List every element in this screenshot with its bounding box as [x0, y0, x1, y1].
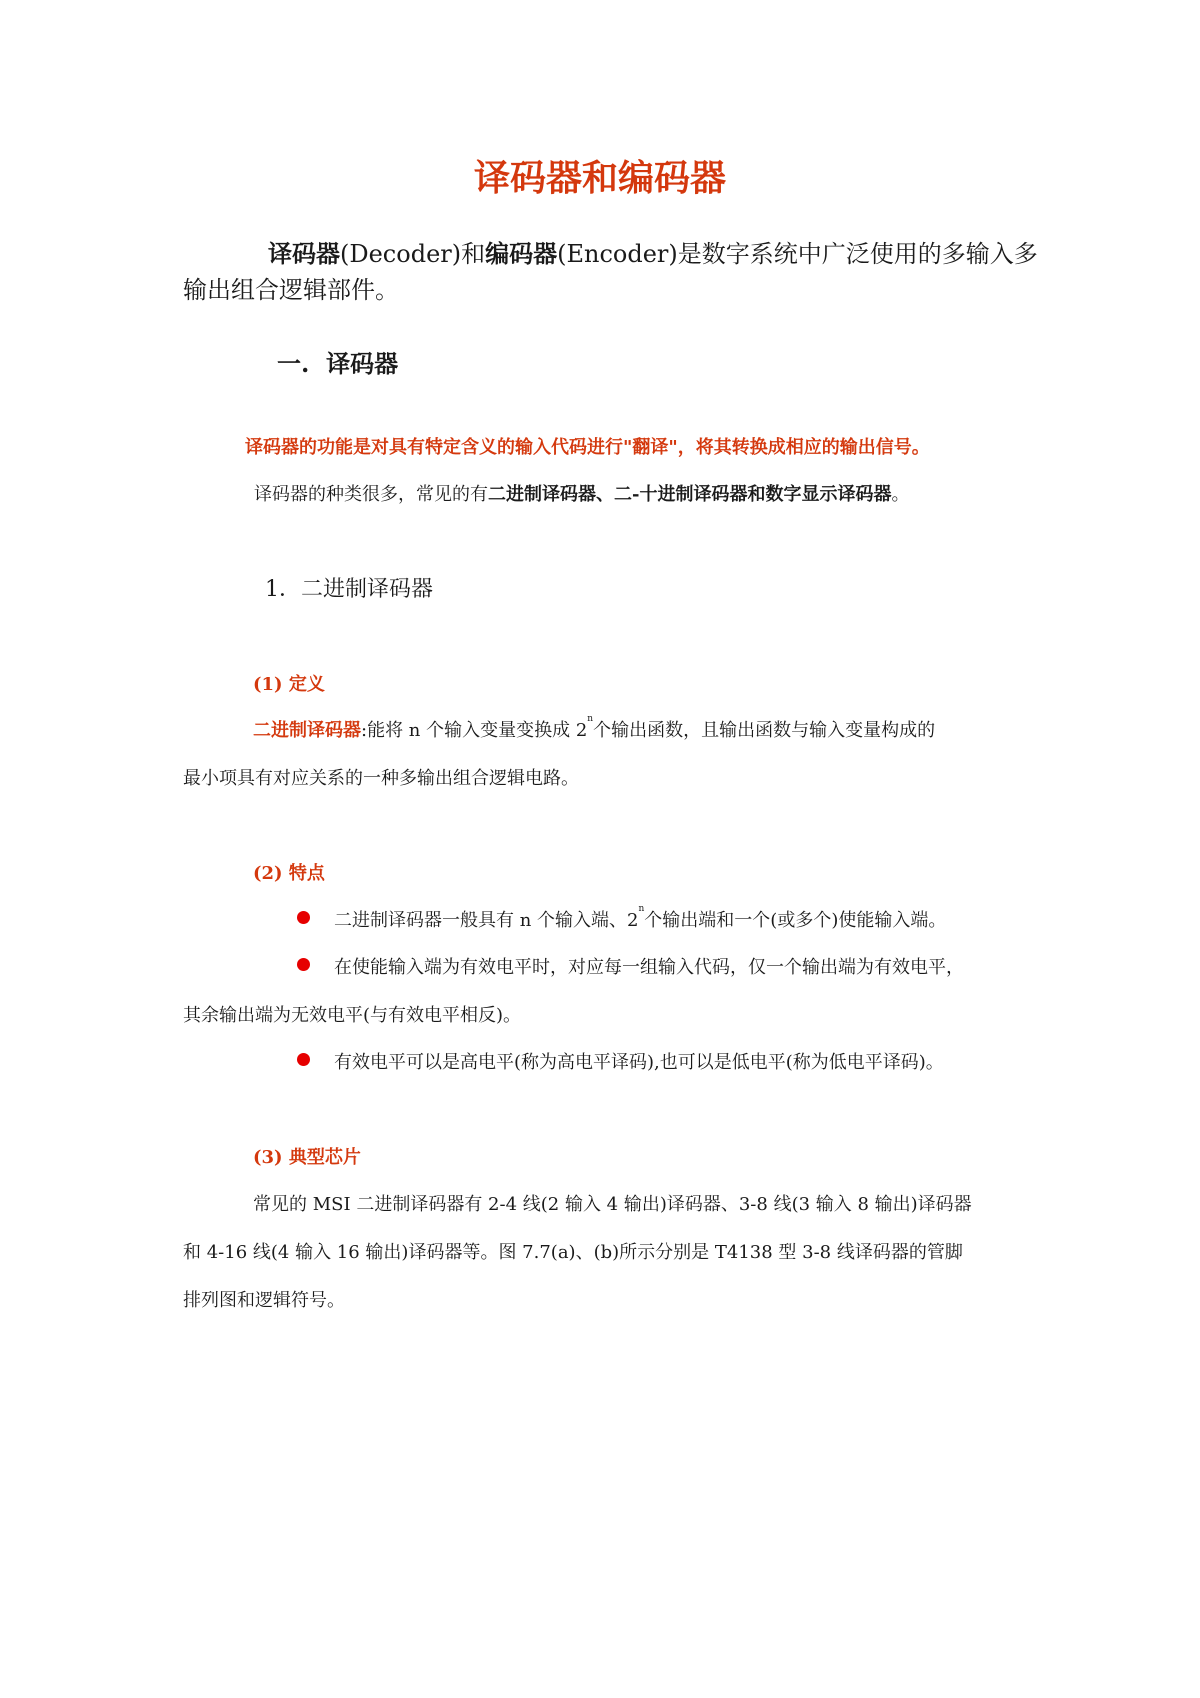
definition-line-2: 最小项具有对应关系的一种多输出组合逻辑电路。 — [183, 768, 579, 789]
section-heading-text: 译码器 — [326, 349, 399, 378]
intro-term-encoder: 编码器 — [485, 239, 558, 268]
intro-term-decoder-en: (Decoder) — [340, 240, 462, 268]
types-prefix: 译码器的种类很多，常见的有 — [254, 484, 488, 505]
features-heading: (2) 特点 — [253, 863, 325, 884]
subsection-heading: 1．二进制译码器 — [265, 577, 433, 602]
definition-superscript: n — [587, 714, 594, 724]
feature-1-part-1: 二进制译码器一般具有 n 个输入端、2 — [334, 910, 639, 931]
definition-part-1: :能将 n 个输入变量变换成 2 — [361, 720, 588, 741]
section-heading-number: 一. — [277, 349, 310, 378]
intro-and: 和 — [461, 240, 486, 268]
bullet-icon — [297, 911, 310, 924]
feature-2-line-1: 在使能输入端为有效电平时，对应每一组输入代码，仅一个输出端为有效电平， — [334, 957, 964, 978]
definition-heading: (1) 定义 — [253, 674, 325, 695]
feature-3: 有效电平可以是高电平(称为高电平译码),也可以是低电平(称为低电平译码)。 — [334, 1052, 944, 1073]
definition-line-1 — [253, 716, 935, 742]
feature-1 — [334, 906, 946, 932]
feature-1-superscript: n — [638, 904, 645, 914]
intro-rest: 是数字系统中广泛使用的多输入多 — [677, 240, 1038, 268]
types-sentence — [254, 480, 909, 506]
page-title: 译码器和编码器 — [473, 157, 726, 199]
feature-2-line-2: 其余输出端为无效电平(与有效电平相反)。 — [183, 1005, 522, 1026]
feature-1-part-2: 个输出端和一个(或多个)使能输入端。 — [644, 910, 947, 931]
types-list: 二进制译码器、二-十进制译码器和数字显示译码器 — [488, 484, 892, 505]
definition-part-2: 个输出函数，且输出函数与输入变量构成的 — [593, 720, 936, 741]
chip-line-2: 和 4-16 线(4 输入 16 输出)译码器等。图 7.7(a)、(b)所示分别是 T4138 型 3-8 线译码器的管脚 — [183, 1242, 963, 1263]
section-heading — [277, 344, 398, 379]
function-sentence: 译码器的功能是对具有特定含义的输入代码进行"翻译"，将其转换成相应的输出信号。 — [245, 437, 930, 458]
intro-term-encoder-en: (Encoder) — [557, 240, 678, 268]
chip-line-3: 排列图和逻辑符号。 — [183, 1290, 345, 1311]
chip-line-1: 常见的 MSI 二进制译码器有 2-4 线(2 输入 4 输出)译码器、3-8 线(3 输入 8 输出)译码器 — [253, 1194, 972, 1215]
bullet-icon — [297, 958, 310, 971]
intro-term-decoder: 译码器 — [268, 239, 340, 268]
bullet-icon — [297, 1053, 310, 1066]
intro-line-2: 输出组合逻辑部件。 — [183, 276, 399, 304]
types-suffix: 。 — [891, 484, 910, 505]
chip-heading: (3) 典型芯片 — [253, 1147, 361, 1168]
intro-line-1 — [268, 236, 1038, 272]
definition-term: 二进制译码器 — [253, 720, 361, 741]
